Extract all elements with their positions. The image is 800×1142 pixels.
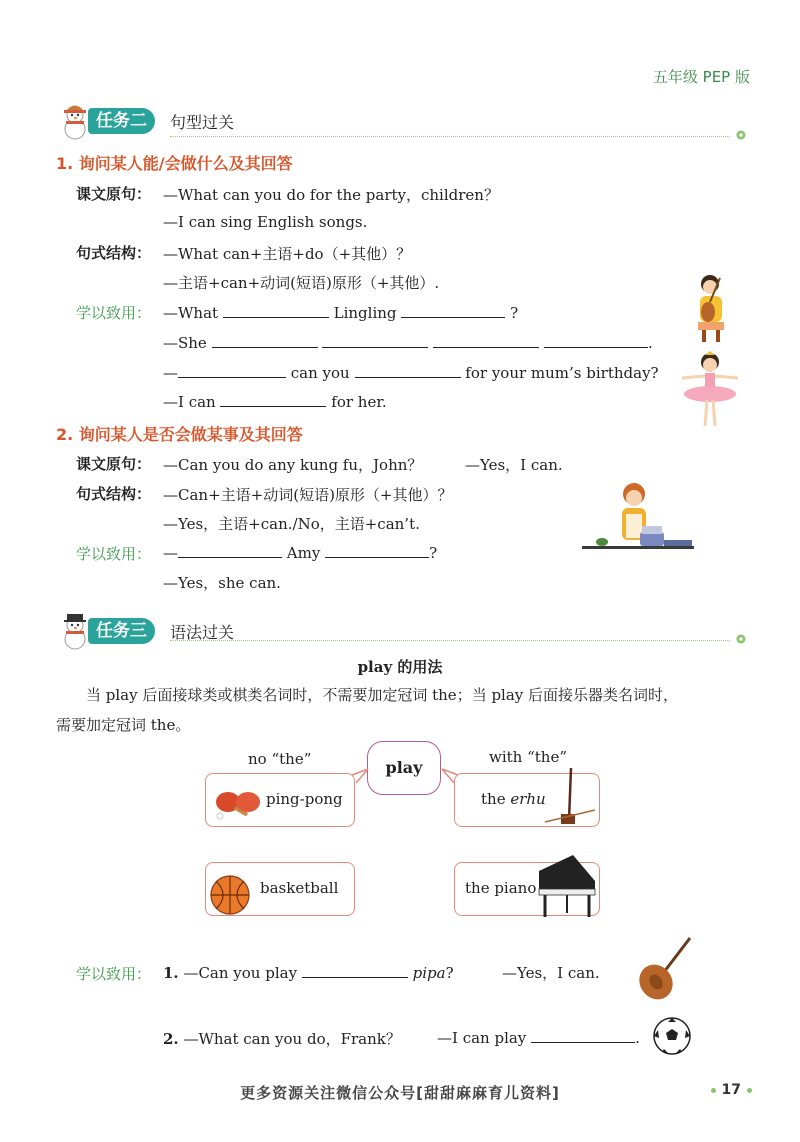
answer-blank[interactable]: [325, 543, 429, 558]
no-the-label: no “the”: [248, 750, 312, 768]
page-number-value: 17: [721, 1082, 741, 1098]
apply-line1: [163, 303, 518, 322]
task3-title: 语法过关: [170, 623, 235, 642]
girl-pipa-illustration: [690, 272, 732, 344]
piano-bubble: [454, 862, 600, 916]
divider: [170, 640, 730, 641]
apply-text: —: [163, 364, 178, 382]
erhu-prefix: the: [481, 790, 511, 808]
label-structure: 句式结构：: [76, 244, 152, 262]
apply-text: ?: [510, 304, 519, 322]
struct-line1: —What can+主语+do（+其他）？: [163, 245, 412, 263]
struct-line1: —Can+主语+动词(短语)原形（+其他）？: [163, 486, 453, 504]
answer-blank[interactable]: [178, 363, 286, 378]
erhu-word: erhu: [510, 790, 546, 808]
apply-text: Amy: [286, 544, 321, 562]
answer-blank[interactable]: [302, 963, 408, 978]
apply-line2: —Yes，she can.: [163, 574, 281, 592]
apply-text: Lingling: [333, 304, 397, 322]
struct-line2: —主语+can+动词(短语)原形（+其他）.: [163, 274, 440, 292]
dot-icon: [747, 1088, 752, 1093]
answer-blank[interactable]: [433, 333, 539, 348]
exercise-2-answer: [437, 1028, 640, 1047]
label-structure: 句式结构：: [76, 485, 152, 503]
orig-answer: —Yes，I can.: [465, 456, 563, 474]
apply-text: —What: [163, 304, 219, 322]
pingpong-bubble: [205, 773, 355, 827]
exercise-number: 1.: [163, 964, 179, 982]
exercise-text: —What can you do，Frank？: [183, 1030, 401, 1048]
pingpong-paddles-icon: [212, 788, 264, 822]
ballet-girl-illustration: [678, 350, 742, 430]
apply-text: —: [163, 544, 178, 562]
paragraph-line: 当 play 后面接球类或棋类名词时，不需要加定冠词 the；当 play 后面接乐器类名词时，: [86, 686, 679, 704]
pingpong-label: ping-pong: [266, 790, 343, 808]
play-bubble: play: [367, 741, 441, 795]
section2-title: 2. 询问某人是否会做某事及其回答: [56, 425, 303, 444]
answer-blank[interactable]: [355, 363, 461, 378]
exercise-text: .: [635, 1029, 640, 1047]
answer-blank[interactable]: [178, 543, 282, 558]
label-original: 课文原句：: [76, 455, 152, 473]
apply-line1: [163, 543, 437, 562]
label-original: 课文原句：: [76, 185, 152, 203]
label-apply: 学以致用：: [76, 545, 152, 563]
footer-text: 更多资源关注微信公众号[甜甜麻麻育儿资料]: [240, 1084, 560, 1102]
bubble-tails: [340, 765, 470, 795]
orig-line2: —I can sing English songs.: [163, 213, 368, 231]
answer-blank[interactable]: [212, 333, 318, 348]
paragraph-line: 需要加定冠词 the。: [56, 716, 191, 734]
answer-blank[interactable]: [223, 303, 329, 318]
grammar-paragraph: [56, 680, 756, 740]
struct-line2: —Yes，主语+can./No，主语+can’t.: [163, 515, 420, 533]
exercise-text: ?: [445, 964, 454, 982]
exercise-2: [163, 1028, 401, 1049]
apply-text: ?: [429, 544, 438, 562]
soccer-ball-icon: [652, 1016, 692, 1056]
exercise-word: pipa: [412, 964, 446, 982]
section1-title: 1. 询问某人能/会做什么及其回答: [56, 154, 293, 173]
grammar-heading: play 的用法: [357, 658, 443, 676]
apply-text: can you: [290, 364, 350, 382]
label-apply: 学以致用：: [76, 304, 152, 322]
task2-title: 句型过关: [170, 113, 235, 132]
orig-question: —Can you do any kung fu，John？: [163, 456, 423, 474]
apply-text: for her.: [331, 393, 387, 411]
answer-blank[interactable]: [544, 333, 648, 348]
apply-line2: [163, 333, 653, 352]
basketball-label: basketball: [260, 879, 339, 897]
with-the-label: with “the”: [489, 748, 567, 766]
erhu-bubble: [454, 773, 600, 827]
exercise-1: [163, 963, 454, 982]
apply-line3: [163, 363, 659, 382]
erhu-label: [481, 790, 546, 808]
answer-blank[interactable]: [322, 333, 428, 348]
task2-badge: 任务二: [88, 108, 155, 134]
basketball-icon: [208, 873, 252, 917]
apply-text: —I can: [163, 393, 216, 411]
basketball-bubble: [205, 862, 355, 916]
dot-icon: [711, 1088, 716, 1093]
label-apply: 学以致用：: [76, 965, 152, 983]
orig-line1: —What can you do for the party，children？: [163, 186, 499, 204]
task2-header: [58, 102, 758, 136]
answer-blank[interactable]: [531, 1028, 635, 1043]
page-number: [705, 1082, 758, 1098]
flower-icon: [736, 130, 746, 140]
divider: [170, 136, 730, 137]
erhu-icon: [541, 766, 597, 830]
exercise-text: —I can play: [437, 1029, 527, 1047]
piano-icon: [533, 851, 599, 919]
cooking-girl-illustration: [582, 480, 694, 554]
piano-label: the piano: [465, 879, 537, 897]
flower-icon: [736, 634, 746, 644]
grade-label: 五年级 PEP 版: [652, 68, 750, 86]
exercise-1-answer: —Yes，I can.: [502, 964, 600, 982]
exercise-text: —Can you play: [183, 964, 298, 982]
apply-text: —She: [163, 334, 207, 352]
apply-text: for your mum’s birthday?: [465, 364, 659, 382]
task3-badge: 任务三: [88, 618, 155, 644]
answer-blank[interactable]: [220, 392, 326, 407]
apply-line4: [163, 392, 387, 411]
apply-text: .: [647, 334, 653, 352]
answer-blank[interactable]: [401, 303, 505, 318]
exercise-number: 2.: [163, 1030, 179, 1048]
pipa-icon: [634, 934, 696, 1002]
